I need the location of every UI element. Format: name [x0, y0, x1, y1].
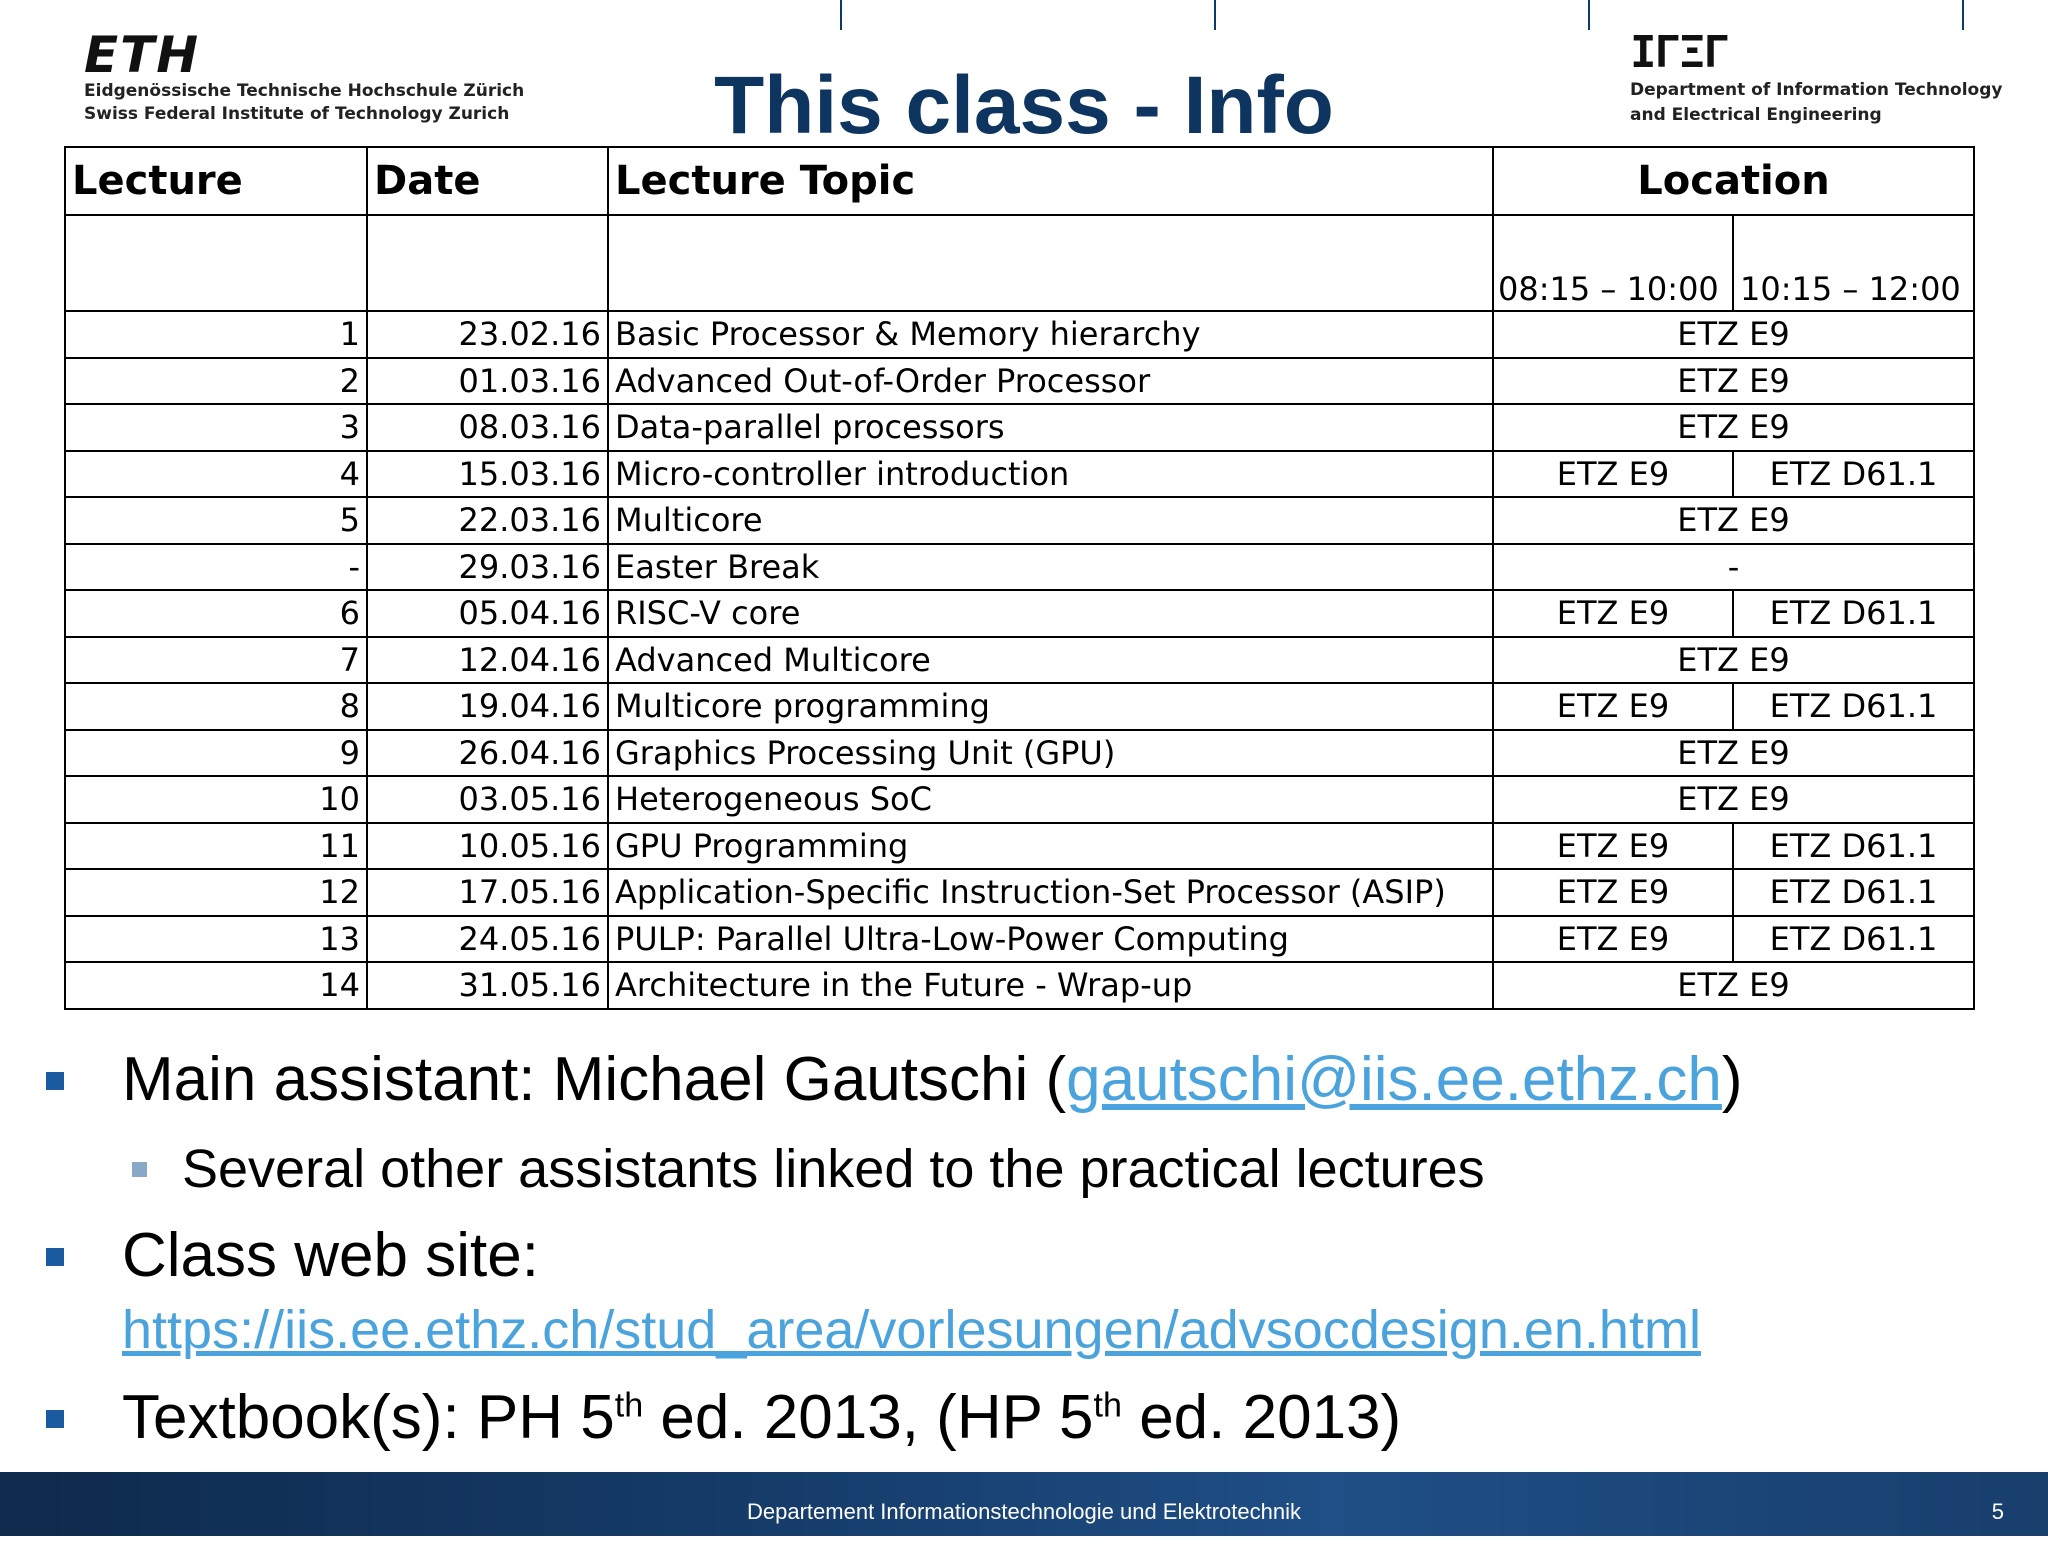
- assistant-suffix: ): [1721, 1045, 1743, 1114]
- top-divider-3: [1588, 0, 1590, 30]
- cell-topic: Data-parallel processors: [608, 404, 1493, 451]
- eth-logo-line2: Swiss Federal Institute of Technology Zurich: [84, 104, 510, 124]
- bullet-square-icon: [46, 1072, 64, 1090]
- cell-topic: Advanced Multicore: [608, 637, 1493, 684]
- table-row: [65, 823, 1974, 870]
- cell-topic: Application-Specific Instruction-Set Processor (ASIP): [608, 869, 1493, 916]
- cell-lecture: 12: [65, 869, 367, 916]
- cell-topic: Micro-controller introduction: [608, 451, 1493, 498]
- cell-lecture: 6: [65, 590, 367, 637]
- cell-location: ETZ E9: [1493, 311, 1974, 358]
- cell-location-2: ETZ D61.1: [1733, 916, 1974, 963]
- cell-date: 24.05.16: [367, 916, 608, 963]
- header-location: Location: [1493, 147, 1974, 215]
- cell-topic: Heterogeneous SoC: [608, 776, 1493, 823]
- cell-date: 12.04.16: [367, 637, 608, 684]
- cell-location-1: ETZ E9: [1493, 451, 1733, 498]
- empty-cell: [608, 215, 1493, 311]
- cell-topic: Multicore: [608, 497, 1493, 544]
- cell-topic: Advanced Out-of-Order Processor: [608, 358, 1493, 405]
- cell-location: ETZ E9: [1493, 637, 1974, 684]
- slide-title: [0, 58, 2048, 154]
- eth-logo-mark: ETH: [84, 30, 201, 84]
- textbook-text: Textbook(s): PH 5th ed. 2013, (HP 5th ed. 2013): [122, 1383, 1402, 1452]
- cell-location-2: ETZ D61.1: [1733, 451, 1974, 498]
- table-row: [65, 776, 1974, 823]
- footer-bar: [0, 1472, 2048, 1536]
- empty-cell: [65, 215, 367, 311]
- iteet-logo-line1: Department of Information Technology: [1630, 80, 2003, 100]
- cell-lecture: 7: [65, 637, 367, 684]
- bullet-square-icon: [46, 1248, 64, 1266]
- top-divider-1: [840, 0, 842, 30]
- cell-date: 22.03.16: [367, 497, 608, 544]
- cell-lecture: 10: [65, 776, 367, 823]
- header-lecture: Lecture: [65, 147, 367, 215]
- sub-assistants-text: Several other assistants linked to the practical lectures: [182, 1139, 1485, 1199]
- empty-cell: [367, 215, 608, 311]
- cell-location: ETZ E9: [1493, 730, 1974, 777]
- cell-location-2: ETZ D61.1: [1733, 869, 1974, 916]
- cell-date: 01.03.16: [367, 358, 608, 405]
- schedule-table: [64, 146, 1975, 1010]
- table-row: [65, 683, 1974, 730]
- website-label: Class web site:: [122, 1221, 539, 1290]
- cell-location-1: ETZ E9: [1493, 916, 1733, 963]
- website-url-link[interactable]: https://iis.ee.ethz.ch/stud_area/vorlesungen/advsocdesign.en.html: [122, 1300, 1701, 1360]
- cell-topic: RISC-V core: [608, 590, 1493, 637]
- table-row: [65, 916, 1974, 963]
- top-divider-2: [1214, 0, 1216, 30]
- cell-lecture: 5: [65, 497, 367, 544]
- cell-date: 17.05.16: [367, 869, 608, 916]
- table-row: [65, 730, 1974, 777]
- page-number: 5: [1991, 1499, 2004, 1524]
- table-row: [65, 404, 1974, 451]
- cell-topic: Architecture in the Future - Wrap-up: [608, 962, 1493, 1009]
- cell-location-2: ETZ D61.1: [1733, 590, 1974, 637]
- table-row: [65, 590, 1974, 637]
- cell-topic: Multicore programming: [608, 683, 1493, 730]
- cell-lecture: 4: [65, 451, 367, 498]
- header-topic: Lecture Topic: [608, 147, 1493, 215]
- cell-location: ETZ E9: [1493, 358, 1974, 405]
- cell-date: 29.03.16: [367, 544, 608, 591]
- cell-date: 19.04.16: [367, 683, 608, 730]
- cell-lecture: 8: [65, 683, 367, 730]
- cell-lecture: 2: [65, 358, 367, 405]
- cell-topic: Easter Break: [608, 544, 1493, 591]
- cell-lecture: -: [65, 544, 367, 591]
- cell-location-1: ETZ E9: [1493, 590, 1733, 637]
- top-divider-4: [1962, 0, 1964, 30]
- cell-lecture: 9: [65, 730, 367, 777]
- cell-location: ETZ E9: [1493, 404, 1974, 451]
- cell-location-1: ETZ E9: [1493, 869, 1733, 916]
- cell-lecture: 11: [65, 823, 367, 870]
- bullet-square-icon: [46, 1410, 64, 1428]
- cell-lecture: 1: [65, 311, 367, 358]
- cell-lecture: 14: [65, 962, 367, 1009]
- table-row: [65, 497, 1974, 544]
- table-row: [65, 869, 1974, 916]
- cell-date: 23.02.16: [367, 311, 608, 358]
- assistant-email-link[interactable]: gautschi@iis.ee.ethz.ch: [1066, 1045, 1722, 1114]
- header-date: Date: [367, 147, 608, 215]
- cell-lecture: 13: [65, 916, 367, 963]
- cell-date: 03.05.16: [367, 776, 608, 823]
- cell-date: 31.05.16: [367, 962, 608, 1009]
- assistant-text: Main assistant: Michael Gautschi (: [122, 1045, 1067, 1114]
- cell-date: 15.03.16: [367, 451, 608, 498]
- cell-topic: PULP: Parallel Ultra-Low-Power Computing: [608, 916, 1493, 963]
- cell-location-1: ETZ E9: [1493, 823, 1733, 870]
- cell-location: ETZ E9: [1493, 962, 1974, 1009]
- iteet-logo-line2: and Electrical Engineering: [1630, 105, 1882, 124]
- time-slot-row: [65, 215, 1974, 311]
- cell-date: 08.03.16: [367, 404, 608, 451]
- cell-location: -: [1493, 544, 1974, 591]
- cell-date: 26.04.16: [367, 730, 608, 777]
- slot-morning: 08:15 – 10:00: [1493, 215, 1733, 311]
- iteet-logo-mark: IΓΞΓ: [1630, 28, 1728, 78]
- cell-location: ETZ E9: [1493, 776, 1974, 823]
- table-row: [65, 311, 1974, 358]
- cell-date: 05.04.16: [367, 590, 608, 637]
- cell-topic: GPU Programming: [608, 823, 1493, 870]
- cell-date: 10.05.16: [367, 823, 608, 870]
- slide-title-text: This class - Info: [714, 60, 1334, 151]
- sub-bullet-square-icon: [132, 1162, 147, 1177]
- table-row: [65, 544, 1974, 591]
- footer-department: Departement Informationstechnologie und Elektrotechnik: [747, 1499, 1301, 1524]
- cell-location-2: ETZ D61.1: [1733, 823, 1974, 870]
- table-row: [65, 962, 1974, 1009]
- cell-lecture: 3: [65, 404, 367, 451]
- cell-location-2: ETZ D61.1: [1733, 683, 1974, 730]
- table-row: [65, 451, 1974, 498]
- eth-logo-line1: Eidgenössische Technische Hochschule Zürich: [84, 81, 525, 101]
- cell-location: ETZ E9: [1493, 497, 1974, 544]
- table-row: [65, 358, 1974, 405]
- cell-topic: Graphics Processing Unit (GPU): [608, 730, 1493, 777]
- cell-topic: Basic Processor & Memory hierarchy: [608, 311, 1493, 358]
- cell-location-1: ETZ E9: [1493, 683, 1733, 730]
- table-row: [65, 637, 1974, 684]
- slot-late-morning: 10:15 – 12:00: [1733, 215, 1974, 311]
